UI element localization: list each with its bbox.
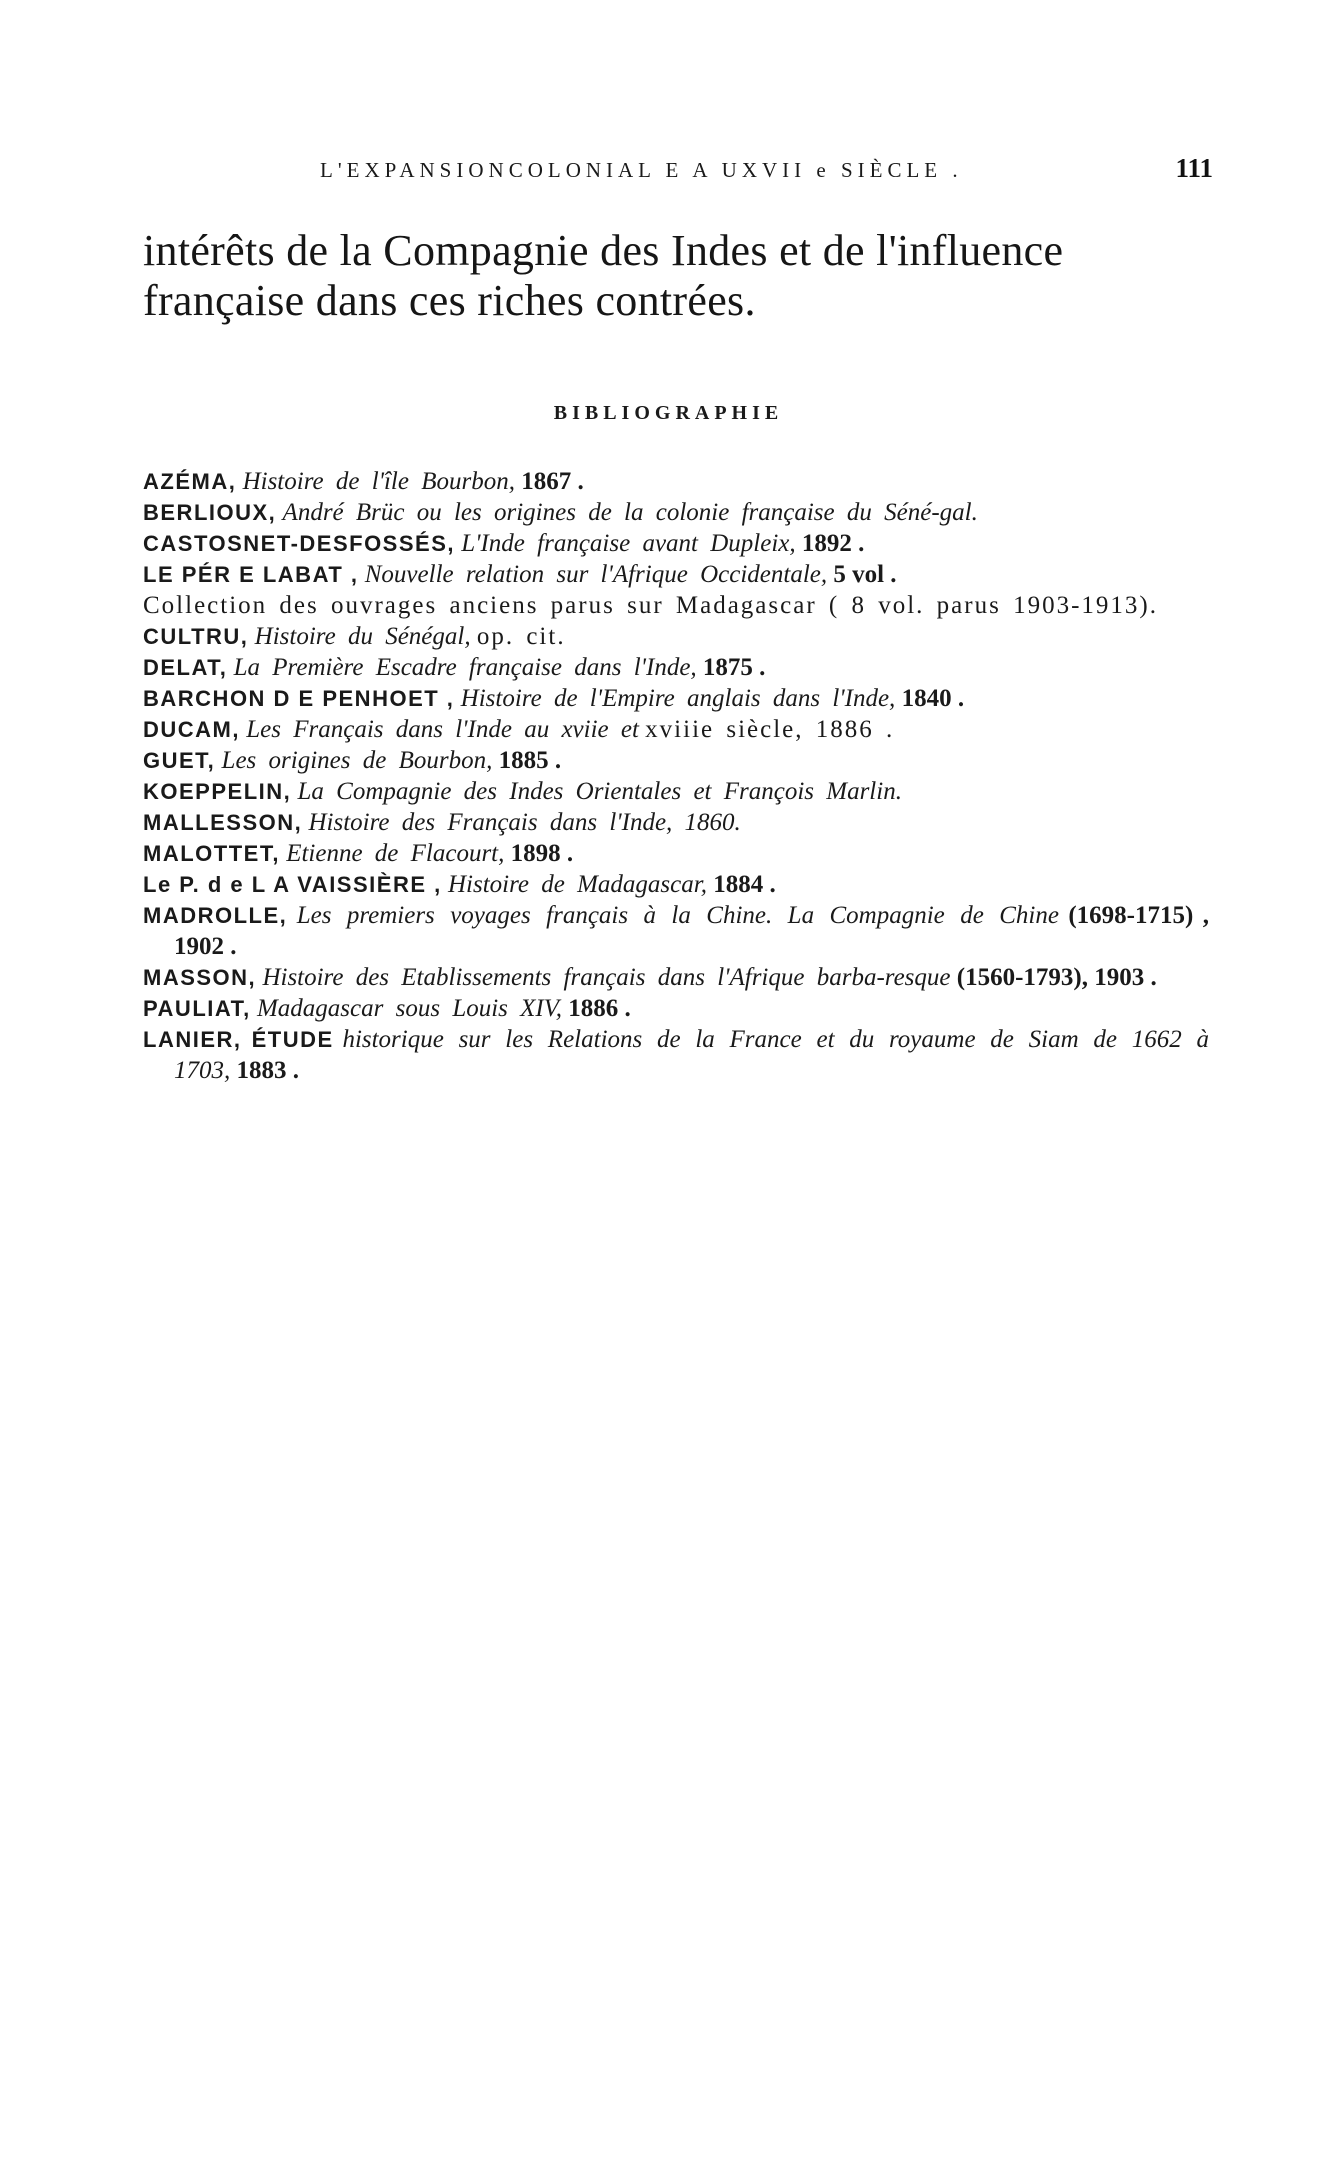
running-title: L'EXPANSIONCOLONIAL E A UXVII e SIÈCLE . (320, 158, 963, 182)
entry-author: MALOTTET, (143, 841, 280, 866)
entry-author: LE PÉR E LABAT , (143, 562, 359, 587)
bibliography-entry (143, 590, 1209, 621)
entry-title: Les origines de Bourbon, (221, 747, 493, 774)
bibliography-entry (143, 869, 1209, 900)
bibliography-entry (143, 621, 1209, 652)
entry-author: GUET, (143, 748, 216, 773)
paragraph-end: intérêts de la Compagnie des Indes et de l'influence française dans ces riches contrées. (143, 226, 1064, 325)
entry-title: Nouvelle relation sur l'Afrique Occidentale, (364, 561, 828, 588)
entry-author: LANIER, ÉTUDE (143, 1027, 334, 1052)
bibliography-entry (143, 683, 1209, 714)
entry-details: 1885 . (498, 747, 562, 774)
bibliography-heading: BIBLIOGRAPHIE (553, 402, 784, 424)
entry-title: Etienne de Flacourt, (286, 840, 505, 867)
entry-title: L'Inde française avant Dupleix, (461, 530, 796, 557)
entry-details: xviiie siècle, 1886 . (645, 716, 895, 743)
entry-details: 1884 . (713, 871, 776, 898)
entry-author: MADROLLE, (143, 903, 288, 928)
entry-title: Histoire de l'île Bourbon, (242, 468, 515, 495)
entry-title: historique sur les Relations de la France et du royaume de Siam de 1662 à 1703, (174, 1026, 1209, 1084)
page-number: 111 (1175, 153, 1213, 183)
entry-title: Les Français dans l'Inde au xviie et (246, 716, 639, 743)
entry-author: CULTRU, (143, 624, 249, 649)
entry-author: MALLESSON, (143, 810, 303, 835)
bibliography-entry (143, 1024, 1209, 1086)
entry-author: KOEPPELIN, (143, 779, 292, 804)
entry-details: 1867 . (521, 468, 584, 495)
entry-details: 1840 . (901, 685, 965, 712)
entry-details: 1883 . (236, 1057, 299, 1084)
entry-author: DUCAM, (143, 717, 240, 742)
entry-title: Madagascar sous Louis XIV, (256, 995, 563, 1022)
bibliography-list (143, 466, 1209, 1086)
entry-details: op. cit. (476, 623, 566, 650)
entry-title: La Compagnie des Indes Orientales et François Marlin. (297, 778, 902, 805)
entry-title: Histoire des Etablissements français dans l'Afrique barba-resque (262, 964, 951, 991)
entry-author: AZÉMA, (143, 469, 237, 494)
entry-title: André Brüc ou les origines de la colonie française du Séné-gal. (282, 499, 978, 526)
bibliography-entry (143, 528, 1209, 559)
bibliography-entry (143, 900, 1209, 962)
entry-details: 1875 . (702, 654, 766, 681)
entry-title: Les premiers voyages français à la Chine. La Compagnie de Chine (296, 902, 1059, 929)
bibliography-entry (143, 652, 1209, 683)
bibliography-entry (143, 466, 1209, 497)
entry-author: Le P. d e L A VAISSIÈRE , (143, 872, 442, 897)
entry-details: 1886 . (568, 995, 631, 1022)
bibliography-entry (143, 993, 1209, 1024)
entry-author: BERLIOUX, (143, 500, 277, 525)
entry-author: PAULIAT, (143, 996, 251, 1021)
entry-details: 5 vol . (833, 561, 897, 588)
entry-author: DELAT, (143, 655, 228, 680)
entry-title: La Première Escadre française dans l'Inde, (233, 654, 697, 681)
bibliography-entry (143, 714, 1209, 745)
entry-details: (1560-1793), 1903 . (956, 964, 1157, 991)
bibliography-entry (143, 559, 1209, 590)
entry-title: Histoire de Madagascar, (447, 871, 707, 898)
bibliography-entry (143, 776, 1209, 807)
bibliography-entry (143, 745, 1209, 776)
entry-author: BARCHON D E PENHOET , (143, 686, 455, 711)
bibliography-entry (143, 497, 1209, 528)
entry-author: CASTOSNET-DESFOSSÉS, (143, 531, 455, 556)
entry-details: Collection des ouvrages anciens parus sur Madagascar ( 8 vol. parus 1903-1913). (143, 592, 1158, 619)
entry-author: MASSON, (143, 965, 257, 990)
entry-details: 1898 . (510, 840, 574, 867)
entry-title: Histoire du Sénégal, (254, 623, 471, 650)
bibliography-entry (143, 807, 1209, 838)
entry-title: Histoire des Français dans l'Inde, 1860. (308, 809, 741, 836)
bibliography-entry (143, 962, 1209, 993)
entry-details: (1698-1715) , 1902 . (174, 902, 1210, 960)
entry-title: Histoire de l'Empire anglais dans l'Inde, (460, 685, 896, 712)
entry-details: 1892 . (801, 530, 865, 557)
bibliography-entry (143, 838, 1209, 869)
